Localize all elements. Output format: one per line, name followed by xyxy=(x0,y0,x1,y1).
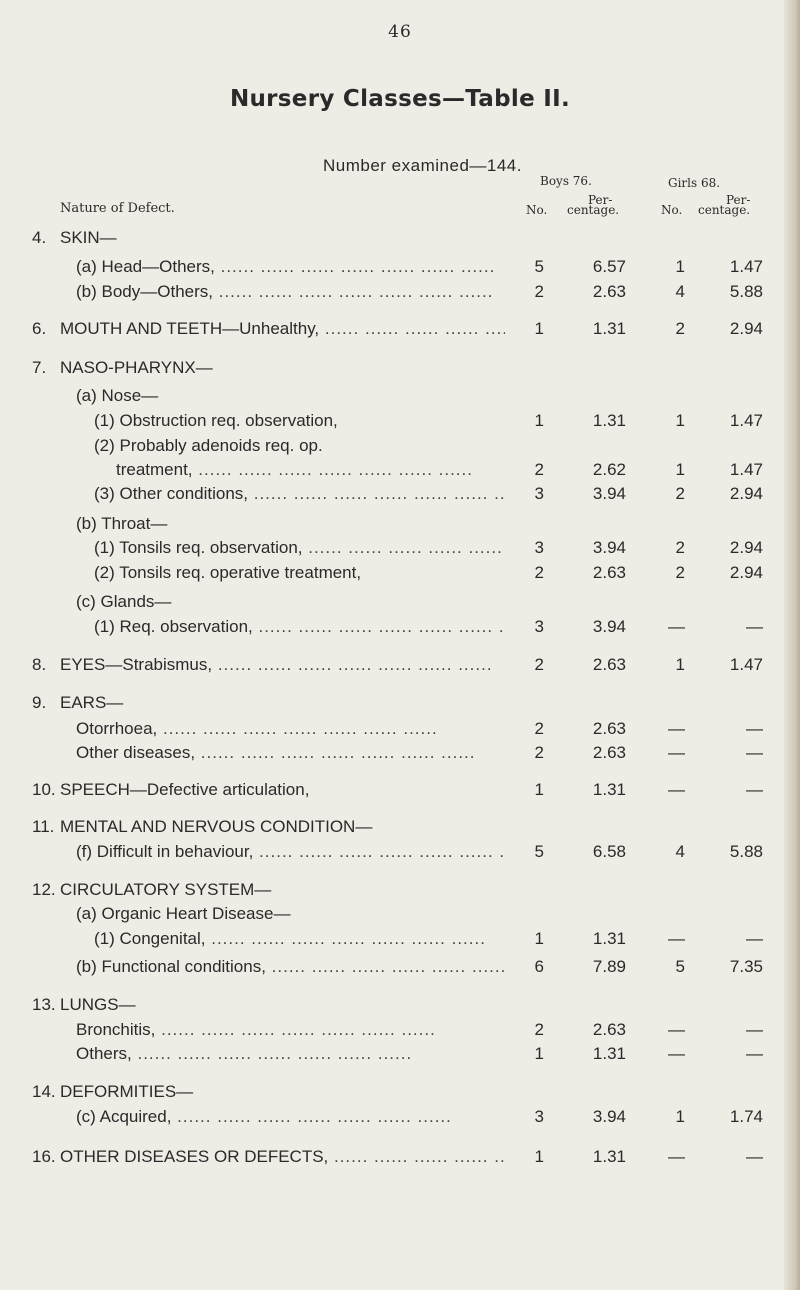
defect-label: MOUTH AND TEETH—Unhealthy, ..... xyxy=(60,317,505,341)
table-row xyxy=(0,691,800,715)
table-row xyxy=(0,815,800,839)
header-boys-no: No. xyxy=(526,203,548,217)
table-row xyxy=(0,482,800,506)
girls-percentage: — xyxy=(746,1044,763,1063)
boys-number: 3 xyxy=(534,538,544,557)
girls-number: — xyxy=(668,780,685,799)
defect-label: (1) Req. observation, ..... xyxy=(94,615,505,639)
defect-label: OTHER DISEASES OR DEFECTS, ..... xyxy=(60,1145,505,1169)
girls-number: 2 xyxy=(675,319,685,338)
defect-number: 10. xyxy=(32,780,56,799)
defect-label: (3) Other conditions, ..... xyxy=(94,482,505,506)
boys-percentage: 3.94 xyxy=(592,538,626,557)
defect-label: (a) Organic Heart Disease— xyxy=(76,904,291,923)
boys-number: 2 xyxy=(534,719,544,738)
boys-percentage: 2.63 xyxy=(592,1020,626,1039)
defect-label: DEFORMITIES— xyxy=(60,1082,194,1101)
boys-percentage: 6.58 xyxy=(592,842,626,861)
defect-label: (c) Acquired, ..... xyxy=(76,1105,505,1129)
girls-number: 4 xyxy=(675,842,685,861)
table-row xyxy=(0,317,800,341)
table-row xyxy=(0,955,800,979)
header-girls-centage: centage. xyxy=(698,203,751,217)
header-girls-no: No. xyxy=(661,203,683,217)
girls-percentage: — xyxy=(746,1020,763,1039)
table-row xyxy=(0,993,800,1017)
girls-percentage: — xyxy=(746,1147,763,1166)
defect-number: 8. xyxy=(32,655,47,674)
girls-number: 2 xyxy=(675,484,685,503)
girls-percentage: 2.94 xyxy=(729,484,763,503)
girls-number: — xyxy=(668,1020,685,1039)
girls-number: 5 xyxy=(675,957,685,976)
girls-number: 2 xyxy=(675,563,685,582)
header-girls-per: Per- xyxy=(726,193,751,207)
defect-number: 4. xyxy=(32,228,47,247)
header-boys-centage: centage. xyxy=(567,203,620,217)
girls-percentage: — xyxy=(746,743,763,762)
defect-number: 7. xyxy=(32,358,47,377)
girls-percentage: — xyxy=(746,617,763,636)
table-row xyxy=(0,512,800,536)
table-row xyxy=(0,878,800,902)
table-row xyxy=(0,741,800,765)
defect-label: SPEECH—Defective articulation, xyxy=(60,780,310,799)
boys-percentage: 3.94 xyxy=(592,484,626,503)
table-row xyxy=(0,902,800,926)
header-nature-of-defect: Nature of Defect. xyxy=(60,201,175,216)
boys-number: 5 xyxy=(534,842,544,861)
girls-number: — xyxy=(668,617,685,636)
boys-number: 6 xyxy=(534,957,544,976)
table-row xyxy=(0,434,800,458)
table-row xyxy=(0,615,800,639)
defect-number: 13. xyxy=(32,995,56,1014)
boys-percentage: 3.94 xyxy=(592,1107,626,1126)
boys-percentage: 1.31 xyxy=(592,1044,626,1063)
table-row xyxy=(0,1042,800,1066)
defect-label: (f) Difficult in behaviour, ..... xyxy=(76,840,505,864)
defect-label: EARS— xyxy=(60,693,124,712)
boys-number: 2 xyxy=(534,282,544,301)
table-row xyxy=(0,409,800,433)
girls-percentage: 1.47 xyxy=(729,460,763,479)
girls-percentage: 1.74 xyxy=(729,1107,763,1126)
boys-percentage: 1.31 xyxy=(592,411,626,430)
defect-number: 11. xyxy=(32,817,55,836)
page-title: Nursery Classes—Table II. xyxy=(229,86,571,112)
girls-number: — xyxy=(668,1044,685,1063)
table-row xyxy=(0,778,800,802)
page-number: 46 xyxy=(388,22,412,42)
table-row xyxy=(0,255,800,279)
header-boys-per: Per- xyxy=(588,193,613,207)
girls-number: 2 xyxy=(675,538,685,557)
girls-percentage: 1.47 xyxy=(729,411,763,430)
defect-number: 16. xyxy=(32,1147,56,1166)
boys-number: 3 xyxy=(534,1107,544,1126)
table-row xyxy=(0,280,800,304)
girls-number: — xyxy=(668,929,685,948)
girls-number: 1 xyxy=(675,460,685,479)
girls-percentage: — xyxy=(746,929,763,948)
table-row xyxy=(0,384,800,408)
table-row xyxy=(0,840,800,864)
defect-label: (1) Tonsils req. observation, ..... xyxy=(94,536,505,560)
girls-number: 4 xyxy=(675,282,685,301)
boys-number: 1 xyxy=(534,411,544,430)
boys-number: 2 xyxy=(534,655,544,674)
boys-percentage: 2.63 xyxy=(592,563,626,582)
defect-label: (a) Head—Others, ..... xyxy=(76,255,505,279)
table-row xyxy=(0,561,800,585)
girls-percentage: 1.47 xyxy=(729,257,763,276)
girls-percentage: — xyxy=(746,780,763,799)
boys-number: 3 xyxy=(534,617,544,636)
defect-number: 14. xyxy=(32,1082,56,1101)
defect-label: (c) Glands— xyxy=(76,592,172,611)
table-row xyxy=(0,717,800,741)
table-row xyxy=(0,536,800,560)
defect-label: LUNGS— xyxy=(60,995,136,1014)
girls-number: 1 xyxy=(675,411,685,430)
girls-number: — xyxy=(668,1147,685,1166)
girls-number: 1 xyxy=(675,655,685,674)
defect-label: (2) Probably adenoids req. op. xyxy=(94,436,323,455)
defect-label: Others, ..... xyxy=(76,1042,505,1066)
girls-percentage: 1.47 xyxy=(729,655,763,674)
boys-number: 2 xyxy=(534,460,544,479)
table-row xyxy=(0,1018,800,1042)
table-row xyxy=(0,1105,800,1129)
boys-number: 1 xyxy=(534,1147,544,1166)
boys-number: 2 xyxy=(534,743,544,762)
table-row xyxy=(0,653,800,677)
boys-number: 1 xyxy=(534,929,544,948)
table-row xyxy=(0,1145,800,1169)
girls-percentage: 5.88 xyxy=(729,282,763,301)
boys-percentage: 1.31 xyxy=(592,319,626,338)
boys-percentage: 3.94 xyxy=(592,617,626,636)
boys-percentage: 6.57 xyxy=(592,257,626,276)
girls-number: — xyxy=(668,743,685,762)
defect-label: (b) Throat— xyxy=(76,514,168,533)
girls-percentage: — xyxy=(746,719,763,738)
boys-percentage: 1.31 xyxy=(592,1147,626,1166)
girls-percentage: 2.94 xyxy=(729,538,763,557)
defect-label: SKIN— xyxy=(60,228,117,247)
defect-label: Otorrhoea, ..... xyxy=(76,717,505,741)
boys-number: 2 xyxy=(534,563,544,582)
table-row xyxy=(0,356,800,380)
girls-number: — xyxy=(668,719,685,738)
boys-number: 5 xyxy=(534,257,544,276)
table-row xyxy=(0,1080,800,1104)
defect-number: 6. xyxy=(32,319,47,338)
table-row xyxy=(0,927,800,951)
defect-label: (b) Functional conditions, ..... xyxy=(76,955,505,979)
girls-number: 1 xyxy=(675,257,685,276)
boys-percentage: 7.89 xyxy=(592,957,626,976)
boys-number: 1 xyxy=(534,780,544,799)
boys-percentage: 1.31 xyxy=(592,780,626,799)
boys-number: 1 xyxy=(534,1044,544,1063)
number-examined: Number examined—144. xyxy=(323,156,522,175)
defect-number: 9. xyxy=(32,693,47,712)
boys-percentage: 2.63 xyxy=(592,743,626,762)
defect-label: Other diseases, ..... xyxy=(76,741,505,765)
boys-percentage: 2.63 xyxy=(592,655,626,674)
girls-percentage: 2.94 xyxy=(729,319,763,338)
defect-label: (1) Congenital, ..... xyxy=(94,927,505,951)
girls-number: 1 xyxy=(675,1107,685,1126)
table-row xyxy=(0,226,800,250)
girls-percentage: 5.88 xyxy=(729,842,763,861)
boys-number: 2 xyxy=(534,1020,544,1039)
defect-label: (a) Nose— xyxy=(76,386,159,405)
boys-percentage: 2.63 xyxy=(592,282,626,301)
defect-label: (b) Body—Others, ..... xyxy=(76,280,505,304)
defect-label: EYES—Strabismus, ..... xyxy=(60,653,505,677)
table-row xyxy=(0,590,800,614)
defect-label: CIRCULATORY SYSTEM— xyxy=(60,880,272,899)
table-row xyxy=(0,458,800,482)
boys-percentage: 1.31 xyxy=(592,929,626,948)
girls-percentage: 7.35 xyxy=(729,957,763,976)
defect-label: (1) Obstruction req. observation, xyxy=(94,411,338,430)
defect-label: treatment, ..... xyxy=(116,458,505,482)
header-girls: Girls 68. xyxy=(668,176,721,190)
defect-label: NASO-PHARYNX— xyxy=(60,358,213,377)
defect-label: (2) Tonsils req. operative treatment, xyxy=(94,563,362,582)
defect-number: 12. xyxy=(32,880,56,899)
boys-percentage: 2.62 xyxy=(592,460,626,479)
defect-label: Bronchitis, ..... xyxy=(76,1018,505,1042)
boys-percentage: 2.63 xyxy=(592,719,626,738)
girls-percentage: 2.94 xyxy=(729,563,763,582)
boys-number: 1 xyxy=(534,319,544,338)
header-boys: Boys 76. xyxy=(540,174,592,188)
defect-label: MENTAL AND NERVOUS CONDITION— xyxy=(60,817,373,836)
boys-number: 3 xyxy=(534,484,544,503)
